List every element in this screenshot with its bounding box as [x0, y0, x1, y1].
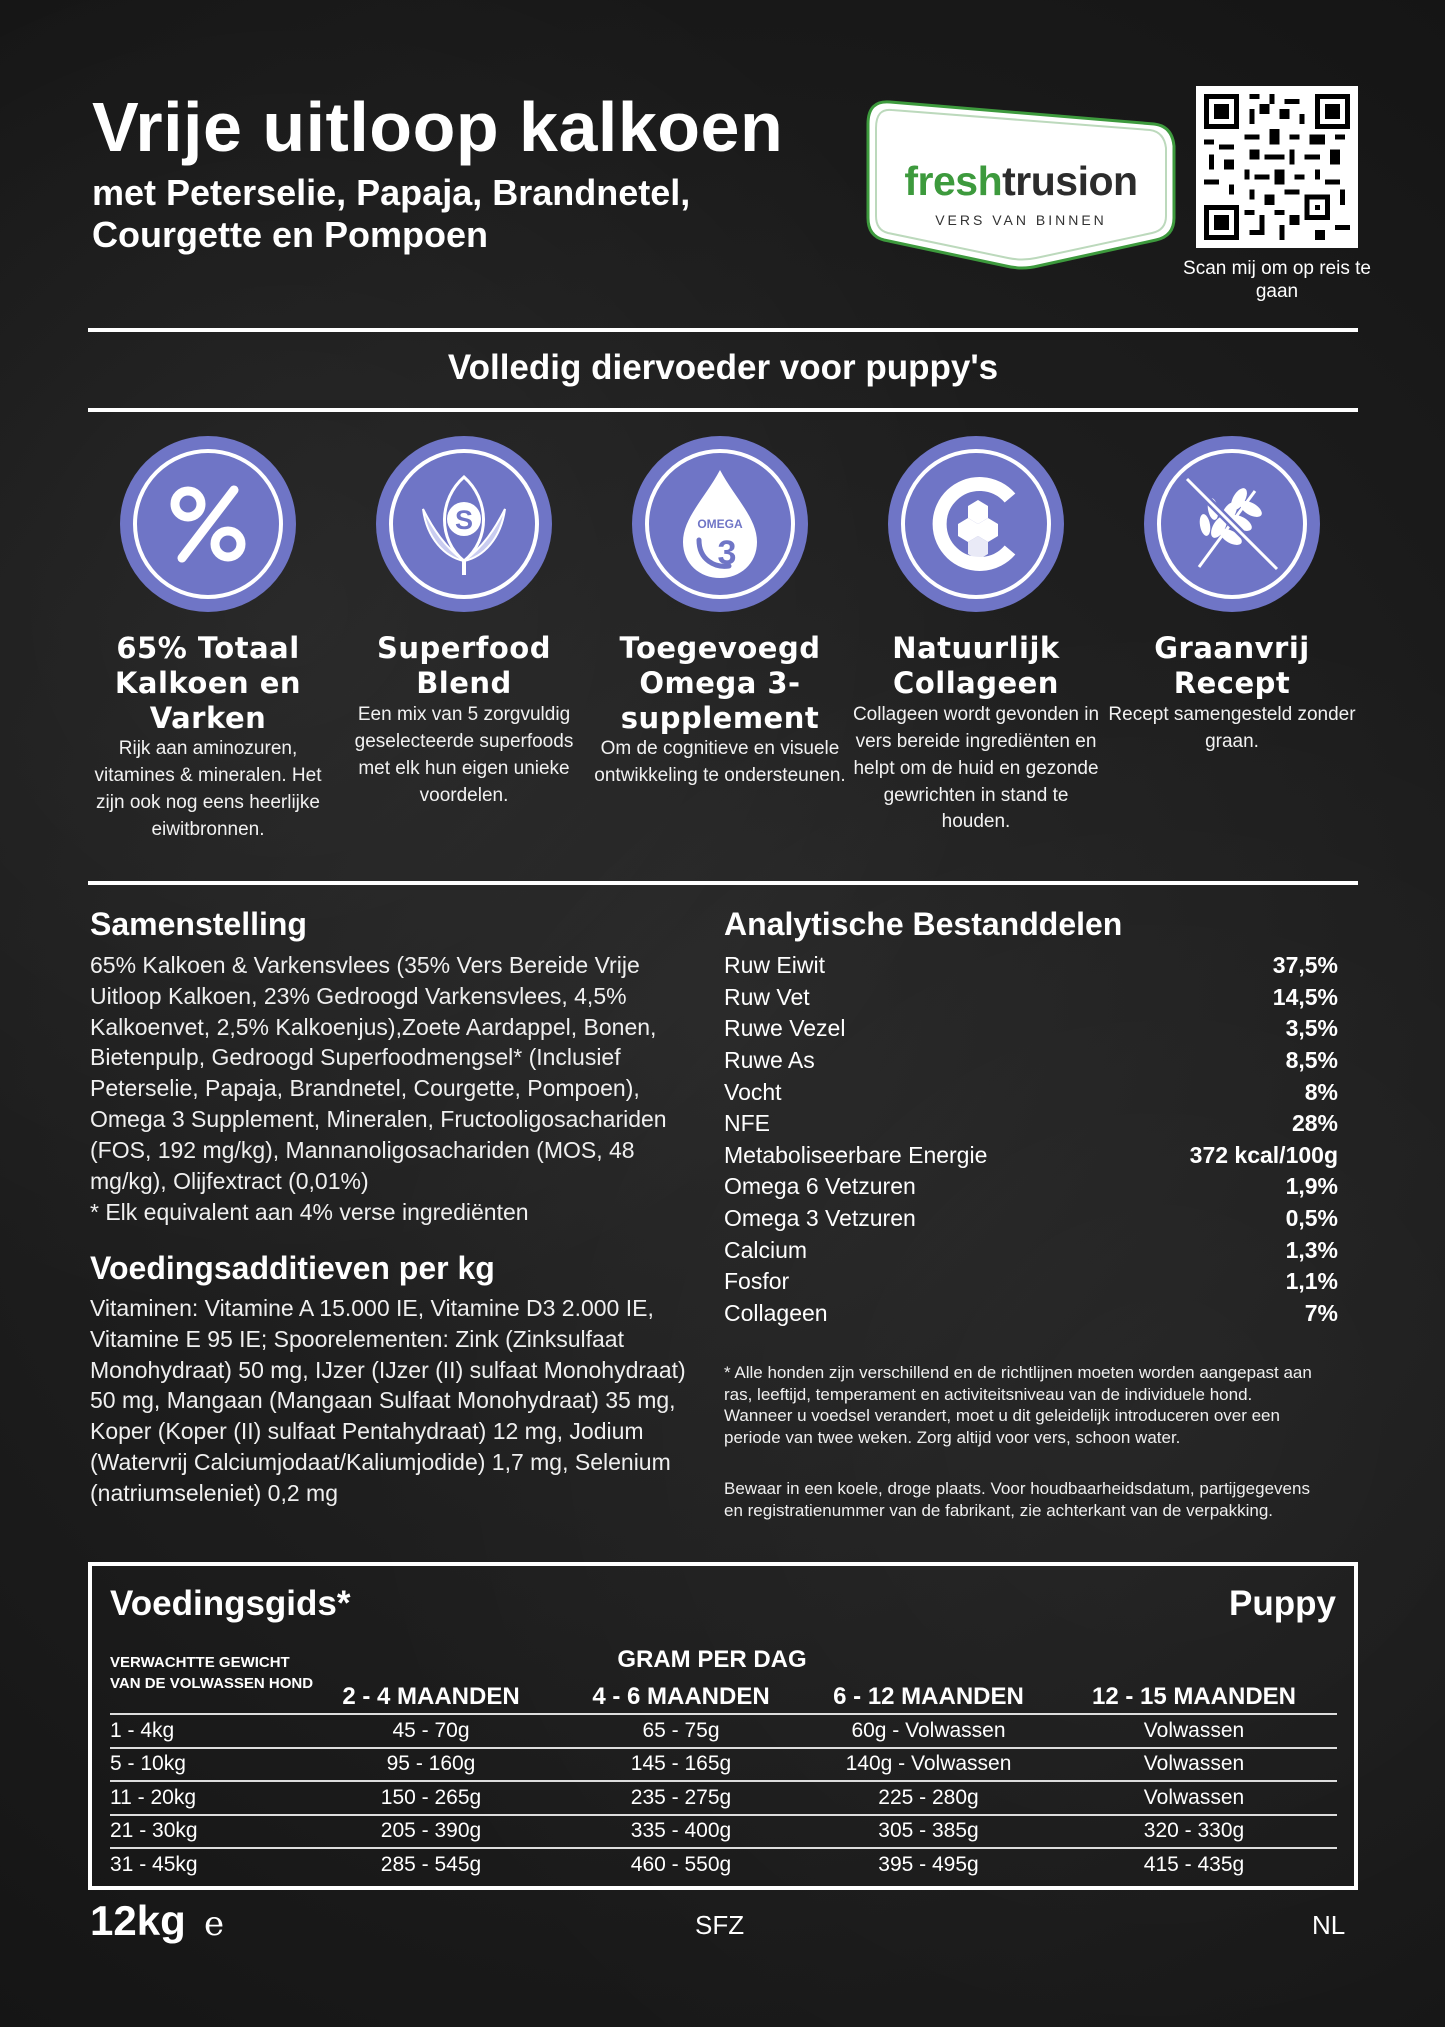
feature-icon-badge — [1144, 436, 1320, 612]
qr-code[interactable] — [1196, 86, 1358, 248]
feature-heading: Natuurlijk Collageen — [892, 631, 1060, 700]
net-weight: 12kg — [90, 1897, 186, 1944]
omega-number: 3 — [717, 534, 737, 572]
feature-description: Een mix van 5 zorgvuldig geselecteerde superfoods met elk hun eigen unieke voordelen. — [354, 703, 574, 806]
nutrient-value: 8,5% — [1285, 1047, 1338, 1074]
analytical-table — [724, 950, 1338, 1329]
feature-grain-free — [1106, 436, 1358, 756]
nutrient-name: Ruw Eiwit — [724, 952, 825, 979]
table-row — [110, 1781, 1337, 1815]
nutrient-value: 372 kcal/100g — [1189, 1141, 1338, 1168]
table-header-row — [110, 1680, 1337, 1714]
table-row — [724, 1203, 1338, 1235]
table-cell: 31 - 45kg — [110, 1853, 198, 1877]
logo-word-fresh: fresh — [904, 158, 1003, 204]
table-row — [110, 1748, 1337, 1782]
composition-ingredients: 65% Kalkoen & Varkensvlees (35% Vers Bereide Vrije Uitloop Kalkoen, 23% Gedroogd Varkensvlees, 4,5% Kalkoenvet, 2,5% Kalkoenjus),Zoete Aardappel, Bonen, Bietenpulp, Gedroogd Superfoodmengsel* (Inclusief Peterselie, Papaja, Brandnetel, Courgette, Pompoen), Omega 3 Supplement, Mineralen, Fructooligosachariden (FOS, 192 mg/kg), Mannanoligosachariden (MOS, 48 mg/kg), Olijfextract (0,01%) — [90, 952, 667, 1194]
table-cell: 1 - 4kg — [110, 1714, 306, 1748]
additives-text: Vitaminen: Vitamine A 15.000 IE, Vitamine D3 2.000 IE, Vitamine E 95 IE; Spoorelementen: Zink (Zinksulfaat Monohydraat) 50 mg, IJzer (IJzer (II) sulfaat Monohydraat) 50 mg, Mangaan (Mangaan Sulfaat Monohydraat) 35 mg, Koper (Koper (II) sulfaat Pentahydraat) 12 mg, Jodium (Watervrij Calciumjodaat/Kaliumjodide) 1,7 mg, Selenium (natriumseleniet) 0,2 mg — [90, 1295, 686, 1506]
nutrient-name: Ruwe As — [724, 1047, 815, 1074]
table-cell: 65 - 75g — [556, 1714, 806, 1748]
feeding-disclaimer: * Alle honden zijn verschillend en de richtlijnen moeten worden aangepast aan ras, leeftijd, temperament en activiteitsniveau van de individuele hond. Wanneer u voedsel verandert, moet u dit geleidelijk introduceren over een periode van twee weken. Zorg altijd voor vers, schoon water. — [724, 1363, 1312, 1447]
table-cell: 320 - 330g — [1051, 1815, 1337, 1849]
table-cell: 460 - 550g — [630, 1853, 732, 1877]
feature-protein — [82, 436, 334, 844]
table-row — [724, 1076, 1338, 1108]
nutrient-name: Omega 3 Vetzuren — [724, 1205, 916, 1232]
feeding-table — [110, 1680, 1337, 1882]
nutrient-name: Collageen — [724, 1299, 828, 1326]
omega-label: OMEGA — [697, 517, 743, 531]
table-cell: 305 - 385g — [806, 1815, 1051, 1849]
column-header: 4 - 6 MAANDEN — [556, 1680, 806, 1714]
table-cell: Volwassen — [1051, 1748, 1337, 1782]
nutrient-name: Omega 6 Vetzuren — [724, 1173, 916, 1200]
table-cell: Volwassen — [1051, 1781, 1337, 1815]
table-cell: 150 - 265g — [306, 1781, 556, 1815]
table-cell: 95 - 160g — [306, 1748, 556, 1782]
table-cell: 60g - Volwassen — [806, 1714, 1051, 1748]
nutrient-value: 37,5% — [1272, 952, 1338, 979]
table-cell: 235 - 275g — [556, 1781, 806, 1815]
nutrient-name: Ruwe Vezel — [724, 1015, 846, 1042]
column-header: 6 - 12 MAANDEN — [806, 1680, 1051, 1714]
table-cell: 21 - 30kg — [110, 1815, 306, 1849]
svg-text:S: S — [454, 505, 474, 535]
freshtrusion-logo — [862, 90, 1180, 270]
feature-description: Recept samengesteld zonder graan. — [1108, 703, 1356, 752]
nutrient-value: 7% — [1304, 1299, 1338, 1326]
feature-superfood — [338, 436, 590, 809]
table-cell: 395 - 495g — [878, 1853, 979, 1877]
composition-text — [90, 950, 702, 1227]
nutrient-value: 28% — [1291, 1110, 1338, 1137]
table-row — [724, 982, 1338, 1014]
table-cell: 225 - 280g — [806, 1781, 1051, 1815]
feature-description: Rijk aan aminozuren, vitamines & mineralen. Het zijn ook nog eens heerlijke eiwitbronnen. — [94, 738, 322, 841]
divider — [88, 408, 1358, 412]
table-cell: 285 - 545g — [380, 1853, 482, 1877]
table-row — [724, 1266, 1338, 1298]
product-code: SFZ — [695, 1910, 745, 1940]
collagen-icon — [926, 474, 1026, 574]
feature-description: Om de cognitieve en visuele ontwikkeling te ondersteunen. — [594, 738, 846, 787]
feature-heading: Toegevoegd Omega 3-supplement — [619, 631, 821, 735]
table-cell: 11 - 20kg — [110, 1781, 306, 1815]
qr-caption: Scan mij om op reis te gaan — [1183, 258, 1371, 302]
product-subtitle: met Peterselie, Papaja, Brandnetel, Courgette en Pompoen — [92, 172, 691, 256]
table-row — [724, 1013, 1338, 1045]
table-cell: Volwassen — [1051, 1714, 1337, 1748]
additives-heading: Voedingsadditieven per kg — [90, 1250, 495, 1286]
percent-icon — [160, 476, 256, 572]
table-cell: 205 - 390g — [306, 1815, 556, 1849]
nutrient-name: Fosfor — [724, 1268, 790, 1295]
composition-footnote: * Elk equivalent aan 4% verse ingrediënten — [90, 1198, 529, 1225]
feeding-guide-title: Voedingsgids* — [110, 1584, 351, 1623]
table-row — [724, 1298, 1338, 1330]
table-cell: 45 - 70g — [306, 1714, 556, 1748]
product-type-banner: Volledig diervoeder voor puppy's — [447, 348, 999, 387]
nutrient-name: Ruw Vet — [724, 983, 810, 1010]
table-row — [724, 1108, 1338, 1140]
nutrient-value: 3,5% — [1285, 1015, 1338, 1042]
estimated-sign: e — [204, 1904, 225, 1944]
gram-per-day-header: GRAM PER DAG — [617, 1646, 807, 1673]
logo-wordmark — [862, 158, 1180, 205]
nutrient-name: Metaboliseerbare Energie — [724, 1141, 988, 1168]
table-row — [110, 1815, 1337, 1849]
logo-word-trusion: trusion — [1002, 158, 1138, 204]
feature-heading: 65% Totaal Kalkoen en Varken — [114, 631, 302, 735]
weight-header-line: VAN DE VOLWASSEN HOND — [110, 1675, 314, 1692]
grain-free-icon — [1177, 469, 1287, 579]
feature-icon-badge — [120, 436, 296, 612]
table-row — [724, 950, 1338, 982]
feature-omega — [594, 436, 846, 790]
table-cell: 145 - 165g — [556, 1748, 806, 1782]
logo-tagline: VERS VAN BINNEN — [935, 212, 1107, 228]
feature-heading: Graanvrij Recept — [1154, 631, 1310, 700]
nutrient-name: Calcium — [724, 1236, 808, 1263]
feature-icon-badge — [376, 436, 552, 612]
feeding-guide-variant: Puppy — [1229, 1584, 1336, 1623]
table-row — [724, 1234, 1338, 1266]
nutrient-name: Vocht — [724, 1078, 782, 1105]
feature-collagen — [850, 436, 1102, 836]
analytical-heading: Analytische Bestanddelen — [724, 906, 1123, 942]
table-cell: 140g - Volwassen — [806, 1748, 1051, 1782]
composition-heading: Samenstelling — [90, 906, 307, 942]
feeding-guide — [88, 1562, 1358, 1890]
column-header — [110, 1680, 306, 1714]
nutrient-value: 1,3% — [1285, 1236, 1338, 1263]
table-cell: 5 - 10kg — [110, 1748, 306, 1782]
nutrient-value: 1,1% — [1285, 1268, 1338, 1295]
table-row — [724, 1140, 1338, 1172]
weight-header-line: VERWACHTTE GEWICHT — [110, 1654, 290, 1671]
table-cell: 415 - 435g — [1143, 1853, 1245, 1877]
nutrient-value: 0,5% — [1285, 1205, 1338, 1232]
feature-description: Collageen wordt gevonden in vers bereide ingrediënten en helpt om de huid en gezonde gewrichten in stand te houden. — [852, 703, 1100, 833]
divider — [88, 328, 1358, 332]
column-header: 12 - 15 MAANDEN — [1051, 1680, 1337, 1714]
nutrient-value: 14,5% — [1272, 983, 1338, 1010]
product-title: Vrije uitloop kalkoen — [92, 88, 784, 166]
qr-code-pattern — [1204, 94, 1350, 240]
table-cell: 335 - 400g — [556, 1815, 806, 1849]
feature-icon-badge — [632, 436, 808, 612]
table-row — [724, 1045, 1338, 1077]
language-code: NL — [1312, 1910, 1346, 1940]
table-row — [110, 1848, 1337, 1882]
feature-heading: Superfood Blend — [377, 631, 551, 700]
nutrient-value: 1,9% — [1285, 1173, 1338, 1200]
nutrient-value: 8% — [1304, 1078, 1338, 1105]
storage-note: Bewaar in een koele, droge plaats. Voor houdbaarheidsdatum, partijgegevens en registratienummer van de fabrikant, zie achterkant van de verpakking. — [724, 1479, 1310, 1520]
superfood-leaf-icon — [409, 469, 519, 579]
table-row — [724, 1171, 1338, 1203]
nutrient-name: NFE — [724, 1110, 770, 1137]
feature-icon-badge — [888, 436, 1064, 612]
table-row — [110, 1714, 1337, 1748]
omega-3-drop-icon — [665, 464, 775, 584]
column-header: 2 - 4 MAANDEN — [306, 1680, 556, 1714]
divider — [88, 881, 1358, 885]
